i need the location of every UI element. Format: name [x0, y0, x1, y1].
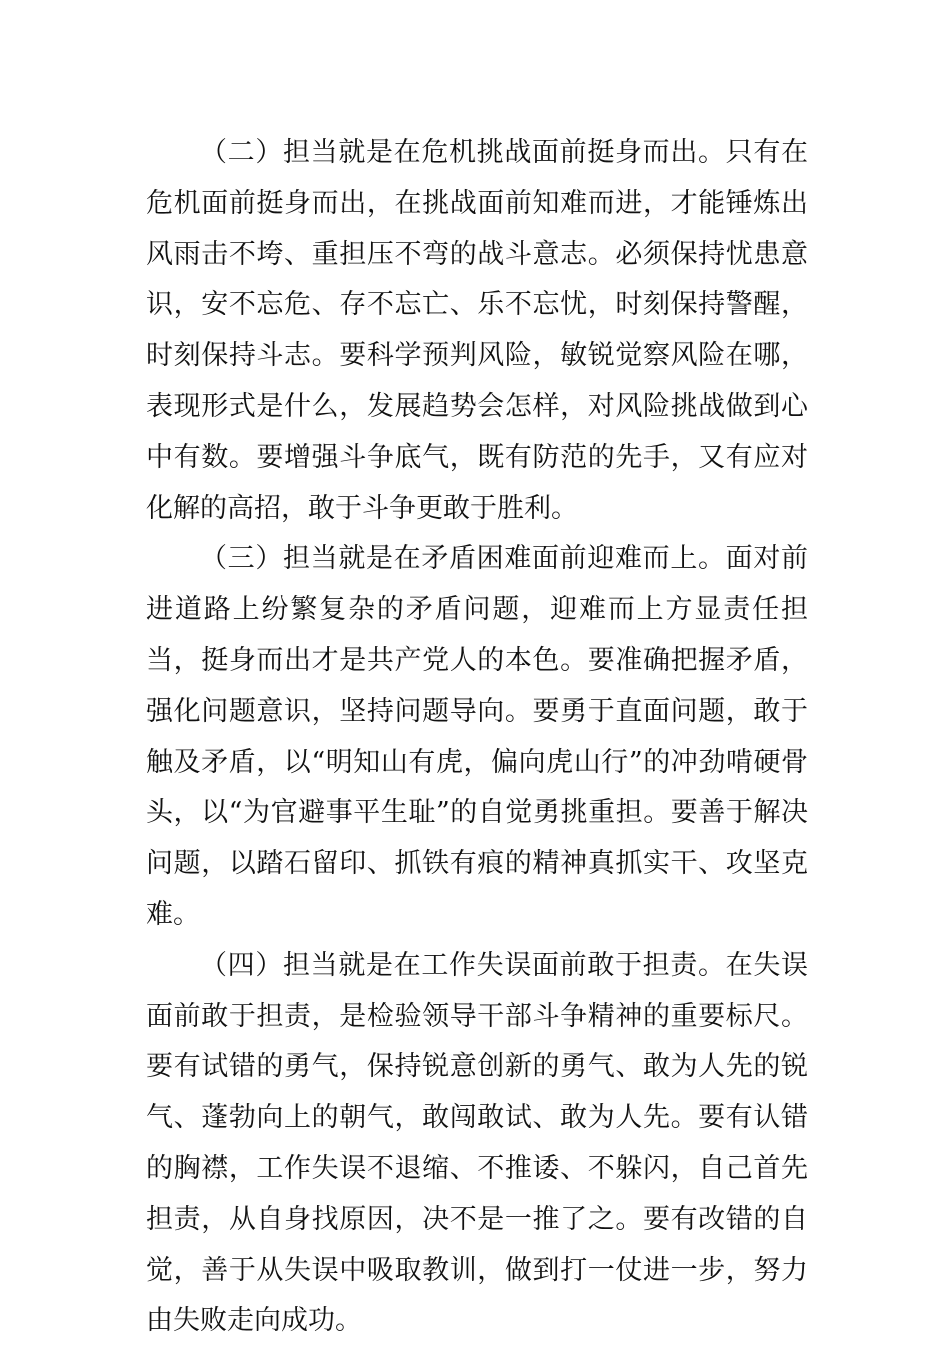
document-body: [146, 128, 808, 1347]
paragraph-section-3: （三）担当就是在矛盾困难面前迎难而上。面对前进道路上纷繁复杂的矛盾问题，迎难而上方显责任担当，挺身而出才是共产党人的本色。要准确把握矛盾，强化问题意识，坚持问题导向。要勇于直面问题，敢于触及矛盾，以“明知山有虎，偏向虎山行”的冲劲啃硬骨头，以“为官避事平生耻”的自觉勇挑重担。要善于解决问题，以踏石留印、抓铁有痕的精神真抓实干、攻坚克难。: [146, 543, 808, 930]
paragraph-section-2: （二）担当就是在危机挑战面前挺身而出。只有在危机面前挺身而出，在挑战面前知难而进，才能锤炼出风雨击不垮、重担压不弯的战斗意志。必须保持忧患意识，安不忘危、存不忘亡、乐不忘忧，时刻保持警醒，时刻保持斗志。要科学预判风险，敏锐觉察风险在哪，表现形式是什么，发展趋势会怎样，对风险挑战做到心中有数。要增强斗争底气，既有防范的先手，又有应对化解的高招，敢于斗争更敢于胜利。: [146, 137, 808, 524]
paragraph-section-4: （四）担当就是在工作失误面前敢于担责。在失误面前敢于担责，是检验领导干部斗争精神的重要标尺。要有试错的勇气，保持锐意创新的勇气、敢为人先的锐气、蓬勃向上的朝气，敢闯敢试、敢为人先。要有认错的胸襟，工作失误不退缩、不推诿、不躲闪，自己首先担责，从自身找原因，决不是一推了之。要有改错的自觉，善于从失误中吸取教训，做到打一仗进一步，努力由失败走向成功。: [146, 949, 808, 1337]
